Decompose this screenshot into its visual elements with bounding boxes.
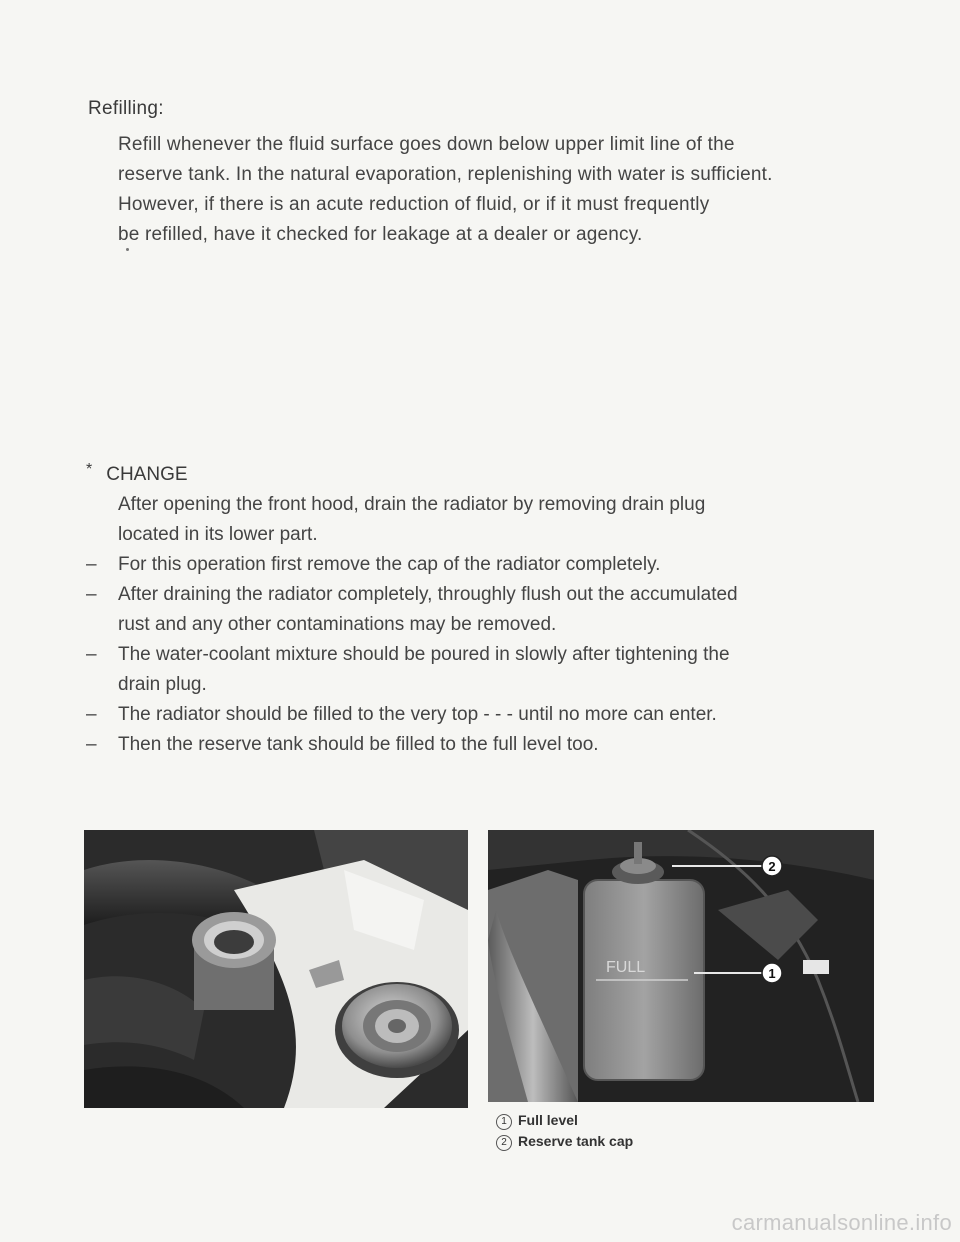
caption-reserve-tank-cap: 2 Reserve tank cap — [496, 1131, 633, 1152]
watermark-text: carmanualsonline.info — [731, 1210, 952, 1235]
callout-1-label: 1 — [768, 966, 776, 981]
radiator-cap-photo — [84, 830, 468, 1108]
change-intro-line: located in its lower part. — [118, 524, 318, 545]
list-item: – After draining the radiator completely, throughly flush out the accumulated — [86, 580, 886, 610]
list-item: – For this operation first remove the cap of the radiator completely. — [86, 550, 886, 580]
bullet-dash: – — [86, 584, 97, 605]
callout-2-label: 2 — [768, 859, 776, 874]
caption-number: 2 — [496, 1135, 512, 1151]
change-heading — [86, 461, 188, 486]
refilling-paragraph — [118, 130, 878, 250]
list-item-continuation: rust and any other contaminations may be removed. — [118, 614, 557, 635]
tank-full-mark: FULL — [606, 959, 646, 976]
asterisk-mark: * — [86, 461, 93, 478]
list-item: – The water-coolant mixture should be poured in slowly after tightening the — [86, 640, 886, 670]
bullet-dash: – — [86, 644, 97, 665]
change-title: CHANGE — [106, 464, 188, 485]
photo-captions — [496, 1110, 633, 1152]
bullet-dash: – — [86, 554, 97, 575]
caption-number: 1 — [496, 1114, 512, 1130]
radiator-cap-illustration — [84, 830, 468, 1108]
refilling-line: reserve tank. In the natural evaporation, replenishing with water is sufficient. — [118, 164, 773, 185]
refilling-line: be refilled, have it checked for leakage at a dealer or agency. — [118, 224, 643, 245]
refilling-line: Refill whenever the fluid surface goes down below upper limit line of the — [118, 134, 735, 155]
reserve-tank-photo — [488, 830, 874, 1102]
bullet-dash: – — [86, 704, 97, 725]
refilling-heading: Refilling: — [88, 98, 164, 119]
list-item-continuation: drain plug. — [118, 674, 207, 695]
stray-dot — [126, 248, 129, 251]
change-body — [86, 490, 886, 760]
list-item: – Then the reserve tank should be filled to the full level too. — [86, 730, 886, 760]
change-intro-line: After opening the front hood, drain the radiator by removing drain plug — [118, 494, 706, 515]
refilling-line: However, if there is an acute reduction of fluid, or if it must frequently — [118, 194, 710, 215]
reserve-tank-illustration — [488, 830, 874, 1102]
caption-full-level: 1 Full level — [496, 1110, 633, 1131]
bullet-dash: – — [86, 734, 97, 755]
list-item: – The radiator should be filled to the very top - - - until no more can enter. — [86, 700, 886, 730]
